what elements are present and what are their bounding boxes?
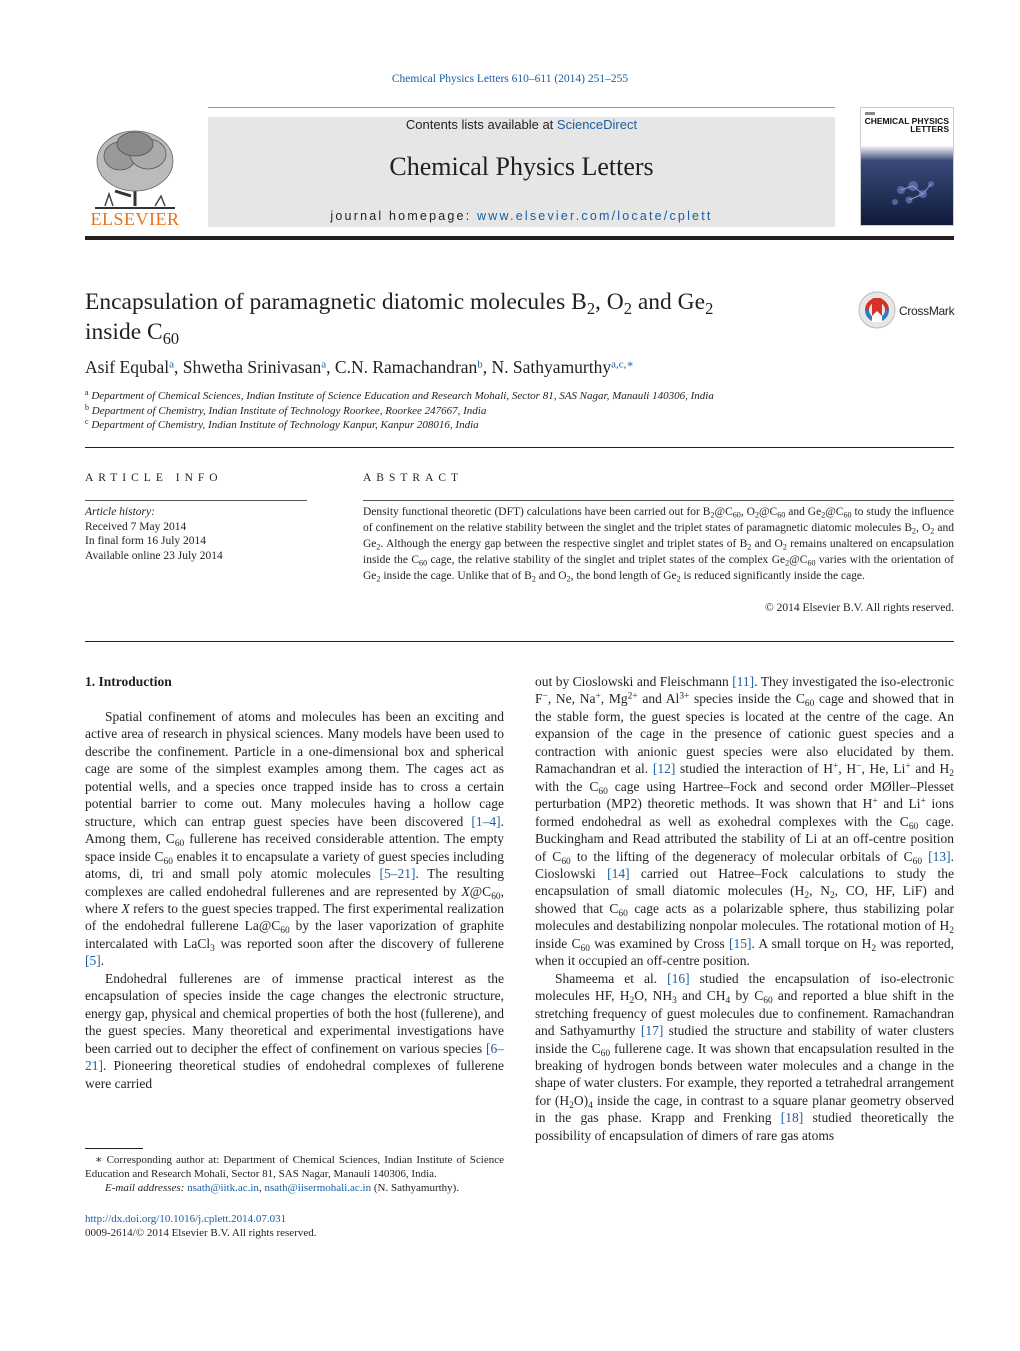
- article-history: [85, 505, 223, 563]
- affiliation-divider: [85, 447, 954, 448]
- affiliation-a: $^a$ Department of Chemical Sciences, Indian Institute of Science Education and Research Mohali, Sector 81, SAS Nagar, Manauli 140306, India: [85, 388, 714, 402]
- reference-link[interactable]: [15]: [728, 935, 752, 951]
- affiliations: [85, 389, 714, 433]
- footnote-rule: [85, 1148, 143, 1149]
- reference-link[interactable]: [16]: [667, 970, 690, 986]
- email-link-1[interactable]: nsath@iitk.ac.in: [187, 1182, 259, 1195]
- reference-link[interactable]: [5–21]: [379, 866, 416, 882]
- corresponding-note: ∗ Corresponding author at: Department of Chemical Sciences, Indian Institute of Science Education and Research Mohali, Sector 81, SAS Nagar, Manauli 140306, India.: [85, 1154, 504, 1181]
- crossmark-label[interactable]: CrossMark: [899, 304, 955, 318]
- sciencedirect-link[interactable]: ScienceDirect: [556, 117, 638, 132]
- journal-cover-image[interactable]: [860, 107, 954, 226]
- journal-citation[interactable]: Chemical Physics Letters 610–611 (2014) 251–255: [391, 73, 629, 85]
- paragraph: Endohedral fullerenes are of immense practical interest as the encapsulation of species inside the cage changes the electronic structure, energy gap, physical and chemical properties of both the host (fullerene), and the guest species. Many theoretical and experimental investigations have been carried out to decipher the effect of confinement on various species [6–21]. Pioneering theoretical studies of endohedral complexes of fullerene were carried: [85, 970, 504, 1091]
- issn-line: 0009-2614/© 2014 Elsevier B.V. All rights reserved.: [85, 1227, 317, 1240]
- reference-link[interactable]: [14]: [607, 865, 630, 881]
- doi-block: [85, 1212, 317, 1240]
- reference-link[interactable]: [1–4]: [471, 813, 501, 829]
- history-label: Article history:: [85, 506, 155, 518]
- received-date: Received 7 May 2014: [85, 520, 187, 533]
- reference-link[interactable]: [17]: [640, 1023, 664, 1039]
- abstract-divider: [85, 641, 954, 642]
- journal-homepage: journal homepage: www.elsevier.com/locate/cplett: [330, 209, 713, 223]
- paragraph: Spatial confinement of atoms and molecules has been an exciting and active area of research in physical sciences. Many models have been used to describe the confinement. Particle in a one-dimensional box and spherical cage are some of the simplest examples among them. The cages act as potential wells, and a species once trapped inside has to cross a certain potential barrier to come out. Many molecules having a hollow cage structure, which can entrap guest species have been discovered [1–4]. Among them, $C_{60}$ fullerene has received considerable attention. The empty space inside $C_{60}$ enables it to encapsulate a variety of guest species including atoms, di, tri and small poly atomic molecules [5–21]. The resulting complexes are called endohedral fullerenes and are represented by $X@C_{60}$, where X refers to the guest species trapped. The first experimental realization of the endohedral fullerene $La@C_{60}$ by the laser vaporization of graphite intercalated with LaCl$_3$ was reported soon after the discovery of fullerene [5].: [85, 709, 505, 969]
- article-title: Encapsulation of paramagnetic diatomic molecules $B_2$, $O_2$ and $Ge_2$ inside $C_{60}$: [85, 289, 714, 348]
- article-info-rule: [85, 500, 307, 501]
- doi-link[interactable]: http://dx.doi.org/10.1016/j.cplett.2014.07.031: [85, 1213, 287, 1225]
- author-list: Asif Equbal$^a$, Shwetha Srinivasan$^a$, C.N. Ramachandran$^b$, N. Sathyamurthy$^{a,c,∗}$: [85, 357, 634, 377]
- elsevier-wordmark: ELSEVIER: [90, 209, 180, 229]
- header-top-rule: [208, 107, 835, 108]
- article-info-heading: ARTICLE INFO: [85, 472, 223, 484]
- section-heading-introduction: 1. Introduction: [85, 674, 172, 689]
- paragraph: out by Cioslowski and Fleischmann [11]. They investigated the iso-electronic F−, Ne, Na+, $Mg^{2+}$ and $Al^{3+}$ species inside the $C_{60}$ cage and showed that in the stable form, the guest species is located at the centre of the cage. An expansion of the cage in the presence of cationic guest species and a contraction with anionic guest species were also elucidated by them. Ramachandran et al. [12] studied the interaction of H+, H−, He, Li+ and $H_2$ with the $C_{60}$ cage using Hartree–Fock and second order MØller–Plesset perturbation (MP2) theoretic methods. It was shown that H+ and Li+ ions formed endohedral as well as exohedral complexes with the $C_{60}$ cage. Buckingham and Read attributed the stability of Li at an off-centre position of $C_{60}$ to the lifting of the degeneracy of molecular orbitals of $C_{60}$ [13]. Cioslowski [14] carried out Hatree–Fock calculations to study the encapsulation of small diatomic molecules ($H_2$, $N_2$, CO, HF, LiF) and showed that $C_{60}$ cage acts as a polarizable sphere, thus stabilizing polar molecules and destabilizing nonpolar molecules. The rotational motion of $H_2$ inside $C_{60}$ was examined by Cross [15]. A small torque on $H_2$ was reported, when it occupied an off-centre position.: [535, 674, 955, 969]
- reference-link[interactable]: [11]: [732, 674, 755, 689]
- corresponding-author-footnote: [85, 1153, 504, 1196]
- abstract-rule: [363, 500, 954, 501]
- homepage-link[interactable]: www.elsevier.com/locate/cplett: [477, 209, 713, 223]
- affiliation-b: $^b$ Department of Chemistry, Indian Institute of Technology Roorkee, Roorkee 247667, India: [85, 402, 487, 417]
- abstract-copyright: © 2014 Elsevier B.V. All rights reserved.: [765, 602, 954, 614]
- body-column-left: [85, 708, 504, 1092]
- reference-link[interactable]: [6–21]: [85, 1040, 504, 1074]
- email-link-2[interactable]: nsath@iisermohali.ac.in: [264, 1182, 372, 1195]
- reference-link[interactable]: [12]: [652, 761, 676, 777]
- cover-title: CHEMICAL PHYSICS LETTERS: [864, 116, 949, 134]
- contents-line: Contents lists available at ScienceDirect: [405, 117, 638, 132]
- abstract-heading: ABSTRACT: [363, 472, 464, 484]
- final-form-date: In final form 16 July 2014: [85, 535, 207, 547]
- reference-link[interactable]: [18]: [780, 1110, 804, 1126]
- online-date: Available online 23 July 2014: [85, 549, 223, 562]
- reference-link[interactable]: [5]: [85, 953, 101, 969]
- body-column-right: [535, 673, 954, 1144]
- journal-title: Chemical Physics Letters: [389, 152, 654, 181]
- email-line: E-mail addresses: nsath@iitk.ac.in, nsath@iisermohali.ac.in (N. Sathyamurthy).: [105, 1182, 460, 1195]
- affiliation-c: $^c$ Department of Chemistry, Indian Institute of Technology Kanpur, Kanpur 208016, India: [85, 417, 479, 431]
- abstract-text: Density functional theoretic (DFT) calculations have been carried out for $B_2@C_{60}$, $O_2@C_{60}$ and $Ge_2@C_{60}$ to study the influence of confinement on the relative stability between the singlet and the triplet states of paramagnetic diatomic molecules $B_2$, $O_2$ and $Ge_2$. Although the energy gap between the respective singlet and triplet states of $B_2$ and $O_2$ remains unaltered on encapsulation inside the $C_{60}$ cage, the relative stability of the singlet and triplet states of the complex $Ge_2@C_{60}$ varies with the orientation of $Ge_2$ inside the cage. Unlike that of $B_2$ and $O_2$, the bond length of $Ge_2$ is reduced significantly inside the cage.: [363, 506, 954, 584]
- header-bottom-rule: [85, 236, 954, 240]
- paragraph: Shameema et al. [16] studied the encapsulation of iso-electronic molecules HF, $H_2O$, $NH_3$ and $CH_4$ by $C_{60}$ and reported a blue shift in the stretching frequency of guest molecules due to confinement. Ramachandran and Sathyamurthy [17] studied the structure and stability of water clusters inside the $C_{60}$ fullerene cage. It was shown that encapsulation resulted in the breaking of hydrogen bonds between water molecules and a change in the shape of water clusters. For example, they reported a tetrahedral arrangement for $(H_2O)_4$ inside the cage, in contrast to a square planar geometry observed in the gas phase. Krapp and Frenking [18] studied theoretically the possibility of encapsulation of dimers of rare gas atoms: [535, 970, 954, 1143]
- reference-link[interactable]: [13]: [928, 848, 951, 864]
